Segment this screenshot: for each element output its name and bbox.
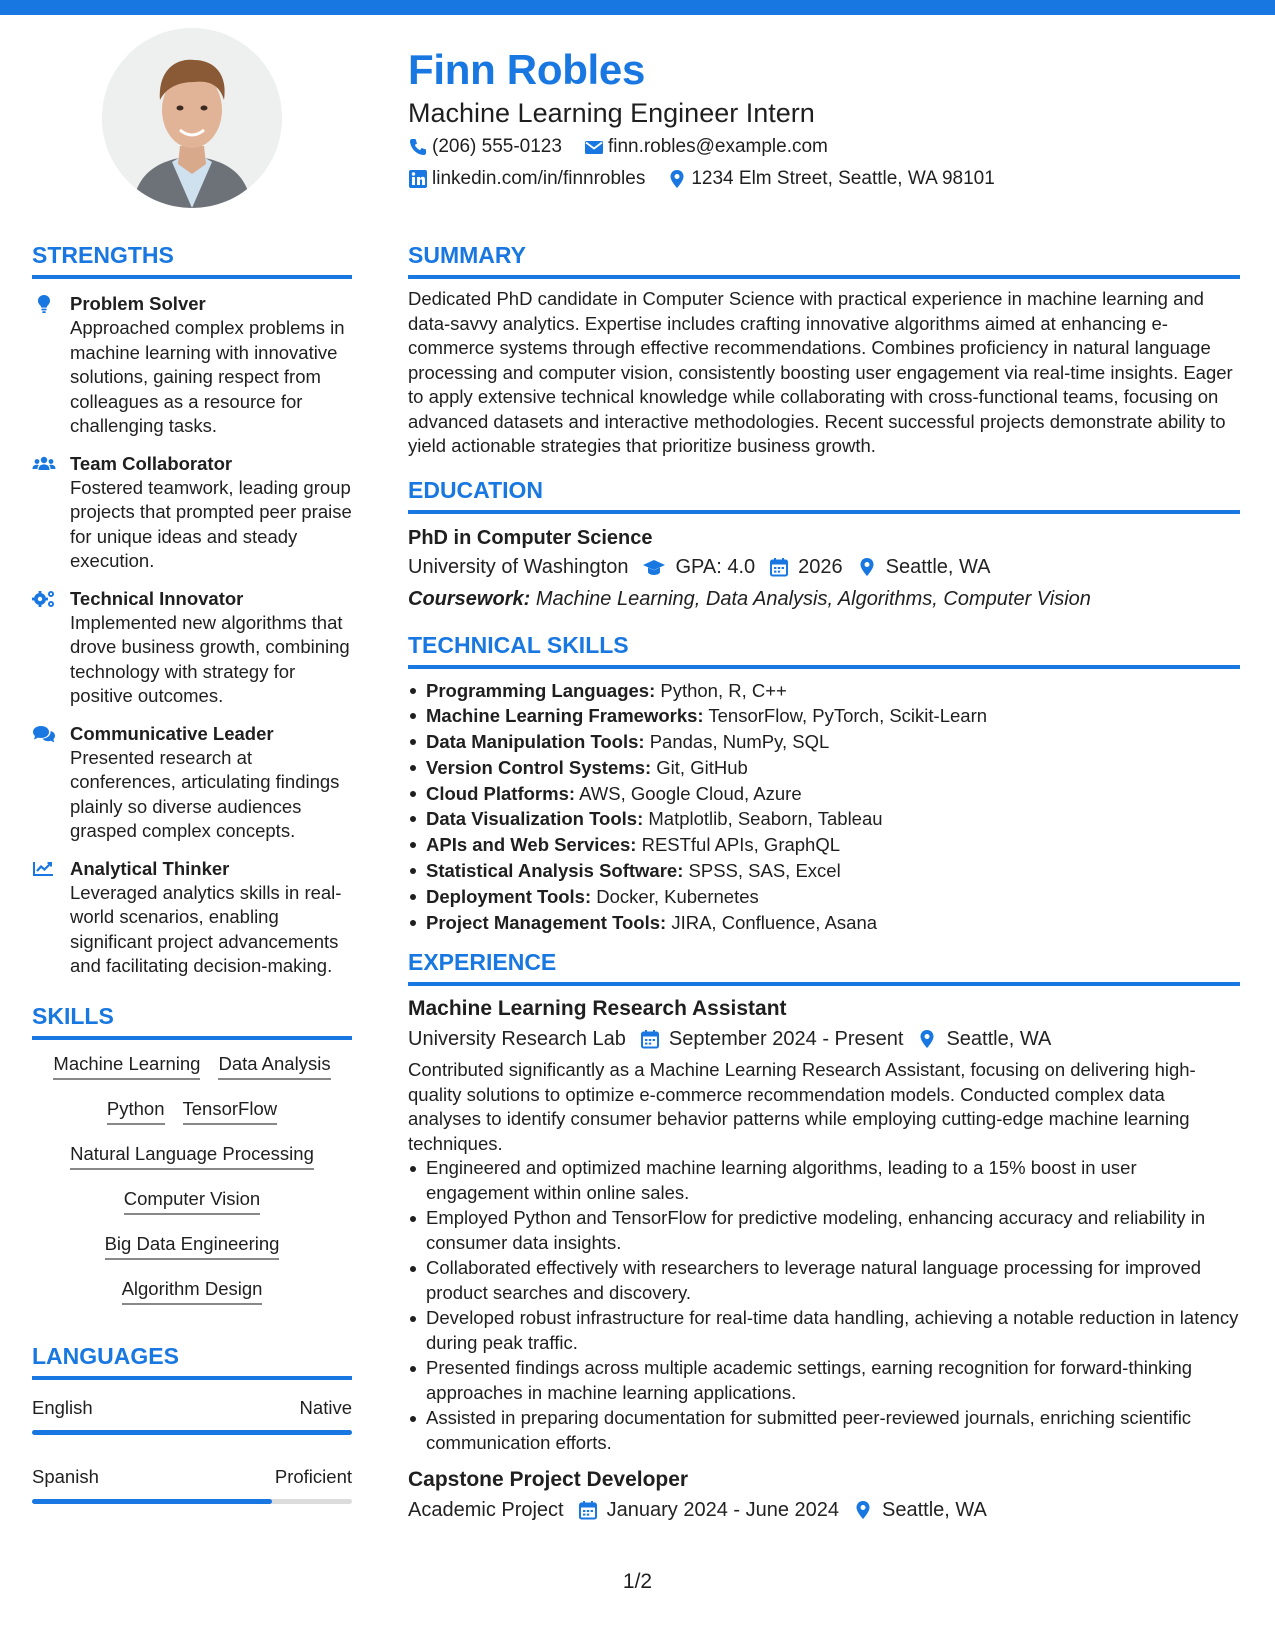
list-item: Presented findings across multiple academic settings, earning recognition for forward-thinking approaches in machine learning applications. [408, 1356, 1240, 1405]
list-item [408, 884, 1240, 910]
skill-label: Data Visualization Tools: [426, 808, 644, 830]
linkedin-icon [408, 169, 428, 189]
strengths-heading: STRENGTHS [32, 240, 352, 279]
left-column [32, 240, 352, 1504]
skill-tag: Data Analysis [218, 1052, 330, 1080]
skills-heading: SKILLS [32, 1001, 352, 1040]
job-location [917, 1024, 1051, 1054]
language-level-bar [32, 1430, 352, 1435]
chat-icon [32, 724, 56, 744]
education-heading: EDUCATION [408, 475, 1240, 514]
skill-label: Project Management Tools: [426, 911, 667, 933]
org-text: University Research Lab [408, 1028, 626, 1051]
map-pin-icon [853, 1500, 873, 1520]
skills-tags [32, 1052, 352, 1305]
job-description: Contributed significantly as a Machine Learning Research Assistant, focusing on delivering high-quality solutions to optimize e-commerce recommendation models. Conducted complex data analyses to identify consumer behavior patterns while employing cutting-edge machine learning techniques. [408, 1059, 1196, 1154]
list-item [408, 781, 1240, 807]
skill-value: Git, GitHub [656, 756, 748, 778]
list-item [408, 806, 1240, 832]
candidate-title: Machine Learning Engineer Intern [408, 98, 815, 128]
language-level-fill [32, 1430, 352, 1435]
strength-title: Communicative Leader [70, 722, 274, 744]
skill-value: SPSS, SAS, Excel [688, 860, 841, 882]
email-contact[interactable] [584, 132, 828, 162]
skill-label: Deployment Tools: [426, 885, 592, 907]
phone-icon [408, 137, 428, 157]
language-item [32, 1465, 352, 1504]
job-meta [408, 1024, 1240, 1054]
skill-value: Docker, Kubernetes [596, 885, 759, 907]
strength-item [32, 291, 352, 439]
linkedin-text: linkedin.com/in/finnrobles [432, 168, 646, 189]
list-item: Employed Python and TensorFlow for predictive modeling, enhancing accuracy and reliability in consumer data insights. [408, 1206, 1240, 1255]
strength-text: Approached complex problems in machine learning with innovative solutions, gaining respect from colleagues as a resource for challenging tasks. [70, 317, 345, 436]
skill-value: JIRA, Confluence, Asana [671, 911, 878, 933]
coursework-label: Coursework: [408, 587, 531, 610]
job-meta [408, 1495, 1240, 1525]
language-name: English [32, 1396, 93, 1418]
resume-header [408, 44, 1228, 194]
strength-text: Presented research at conferences, articulating findings plainly so diverse audiences grasped complex concepts. [70, 746, 340, 841]
skill-label: Data Manipulation Tools: [426, 731, 645, 753]
list-item: Collaborated effectively with researchers to leverage natural language processing for improved product searches and discovery. [408, 1256, 1240, 1305]
calendar-icon [578, 1500, 598, 1520]
list-item [408, 832, 1240, 858]
skill-label: APIs and Web Services: [426, 834, 637, 856]
job-org [408, 1495, 564, 1525]
strength-item [32, 586, 352, 709]
experience-heading: EXPERIENCE [408, 947, 1240, 986]
skill-value: Pandas, NumPy, SQL [649, 731, 830, 753]
technical-skills-list [408, 678, 1240, 936]
skill-tag: Python [107, 1097, 165, 1125]
summary-heading: SUMMARY [408, 240, 1240, 279]
skill-value: TensorFlow, PyTorch, Scikit-Learn [708, 705, 988, 727]
skill-tag: Computer Vision [124, 1187, 260, 1215]
map-pin-icon [667, 169, 687, 189]
lightbulb-icon [32, 294, 56, 314]
strength-item [32, 856, 352, 979]
education-meta [408, 552, 1240, 582]
education-location [857, 552, 991, 582]
address-text: 1234 Elm Street, Seattle, WA 98101 [691, 168, 995, 189]
skill-label: Programming Languages: [426, 679, 656, 701]
skill-tag: Natural Language Processing [70, 1142, 314, 1170]
skill-label: Statistical Analysis Software: [426, 860, 684, 882]
list-item: Assisted in preparing documentation for submitted peer-reviewed journals, enriching scientific communication efforts. [408, 1406, 1240, 1455]
list-item [408, 755, 1240, 781]
list-item [408, 858, 1240, 884]
list-item: Developed robust infrastructure for real-time data handling, achieving a notable reduction in latency during peak traffic. [408, 1306, 1240, 1355]
page-number: 1/2 [622, 1570, 653, 1593]
languages-heading: LANGUAGES [32, 1341, 352, 1380]
gpa-text: GPA: 4.0 [675, 555, 756, 578]
skill-value: Python, R, C++ [660, 679, 787, 701]
skill-label: Cloud Platforms: [426, 782, 576, 804]
strength-title: Problem Solver [70, 293, 206, 314]
contact-row-2 [408, 164, 1228, 194]
dates-text: January 2024 - June 2024 [606, 1499, 840, 1522]
strength-text: Implemented new algorithms that drove business growth, combining technology with strategy for positive outcomes. [70, 611, 350, 706]
dates-text: September 2024 - Present [668, 1028, 904, 1051]
technical-skills-heading: TECHNICAL SKILLS [408, 630, 1240, 669]
coursework-text: Machine Learning, Data Analysis, Algorithms, Computer Vision [535, 587, 1091, 610]
job-org [408, 1024, 626, 1054]
calendar-icon [640, 1029, 660, 1049]
language-level: Native [299, 1396, 352, 1418]
top-accent-bar [0, 0, 1275, 15]
email-text: finn.robles@example.com [607, 136, 828, 157]
coursework [408, 584, 1240, 614]
school-text: University of Washington [408, 555, 629, 578]
summary-text: Dedicated PhD candidate in Computer Science with practical experience in machine learning and data-savvy analytics. Expertise includes crafting innovative algorithms aimed at enhancing e-commerce systems through effective recommendations. Combines proficiency in natural language processing and computer vision, consistently boosting user engagement via real-time insights. Eager to apply extensive technical knowledge while collaborating with cross-functional teams, focusing on advanced datasets and interactive methodologies. Recent successful projects demonstrate ability to yield actionable strategies that prioritize business growth. [408, 288, 1233, 456]
skill-label: Version Control Systems: [426, 756, 652, 778]
candidate-name: Finn Robles [408, 46, 646, 93]
contact-row-1 [408, 132, 1228, 162]
year-text: 2026 [798, 555, 843, 578]
skill-value: Matplotlib, Seaborn, Tableau [648, 808, 883, 830]
list-item [408, 703, 1240, 729]
location-text: Seattle, WA [882, 1499, 987, 1522]
strength-item [32, 451, 352, 574]
skill-label: Machine Learning Frameworks: [426, 705, 704, 727]
job-title: Machine Learning Research Assistant [408, 997, 787, 1021]
skill-tag: Big Data Engineering [105, 1232, 280, 1260]
users-icon [32, 454, 56, 474]
skill-tag: TensorFlow [183, 1097, 278, 1125]
org-text: Academic Project [408, 1499, 564, 1522]
map-pin-icon [857, 557, 877, 577]
job-dates [640, 1024, 904, 1054]
job-location [853, 1495, 987, 1525]
education-school [408, 552, 628, 582]
education-degree: PhD in Computer Science [408, 526, 653, 549]
strength-text: Leveraged analytics skills in real-world scenarios, enabling significant project advancements and facilitating decision-making. [70, 881, 342, 976]
strength-item [32, 721, 352, 844]
language-item [32, 1396, 352, 1435]
map-pin-icon [917, 1029, 937, 1049]
linkedin-contact[interactable] [408, 164, 645, 194]
list-item [408, 910, 1240, 936]
phone-contact[interactable] [408, 132, 562, 162]
education-gpa [642, 552, 755, 582]
language-level-bar [32, 1499, 352, 1504]
strength-text: Fostered teamwork, leading group projects that prompted peer praise for unique ideas and steady execution. [70, 476, 352, 571]
list-item: Engineered and optimized machine learning algorithms, leading to a 15% boost in user engagement within online sales. [408, 1156, 1240, 1205]
language-level-fill [32, 1499, 272, 1504]
chart-line-icon [32, 859, 56, 879]
address-contact [667, 164, 994, 194]
envelope-icon [584, 137, 604, 157]
profile-photo [102, 28, 282, 208]
skill-value: AWS, Google Cloud, Azure [579, 782, 802, 804]
calendar-icon [769, 557, 789, 577]
graduation-cap-icon [642, 557, 666, 577]
right-column [408, 240, 1240, 1525]
skill-tag: Machine Learning [53, 1052, 200, 1080]
strength-title: Technical Innovator [70, 587, 244, 609]
list-item [408, 729, 1240, 755]
language-name: Spanish [32, 1465, 99, 1487]
phone-text: (206) 555-0123 [432, 136, 562, 157]
list-item [408, 678, 1240, 704]
gears-icon [32, 589, 56, 609]
strength-title: Analytical Thinker [70, 857, 230, 879]
location-text: Seattle, WA [946, 1028, 1052, 1051]
education-year [769, 552, 843, 582]
strength-title: Team Collaborator [70, 452, 233, 474]
skill-tag: Algorithm Design [122, 1277, 263, 1305]
skill-value: RESTful APIs, GraphQL [641, 834, 841, 856]
language-level: Proficient [274, 1465, 352, 1487]
job-title: Capstone Project Developer [408, 1468, 689, 1492]
job-dates [578, 1495, 839, 1525]
location-text: Seattle, WA [885, 555, 991, 578]
job-bullets [408, 1156, 1240, 1455]
